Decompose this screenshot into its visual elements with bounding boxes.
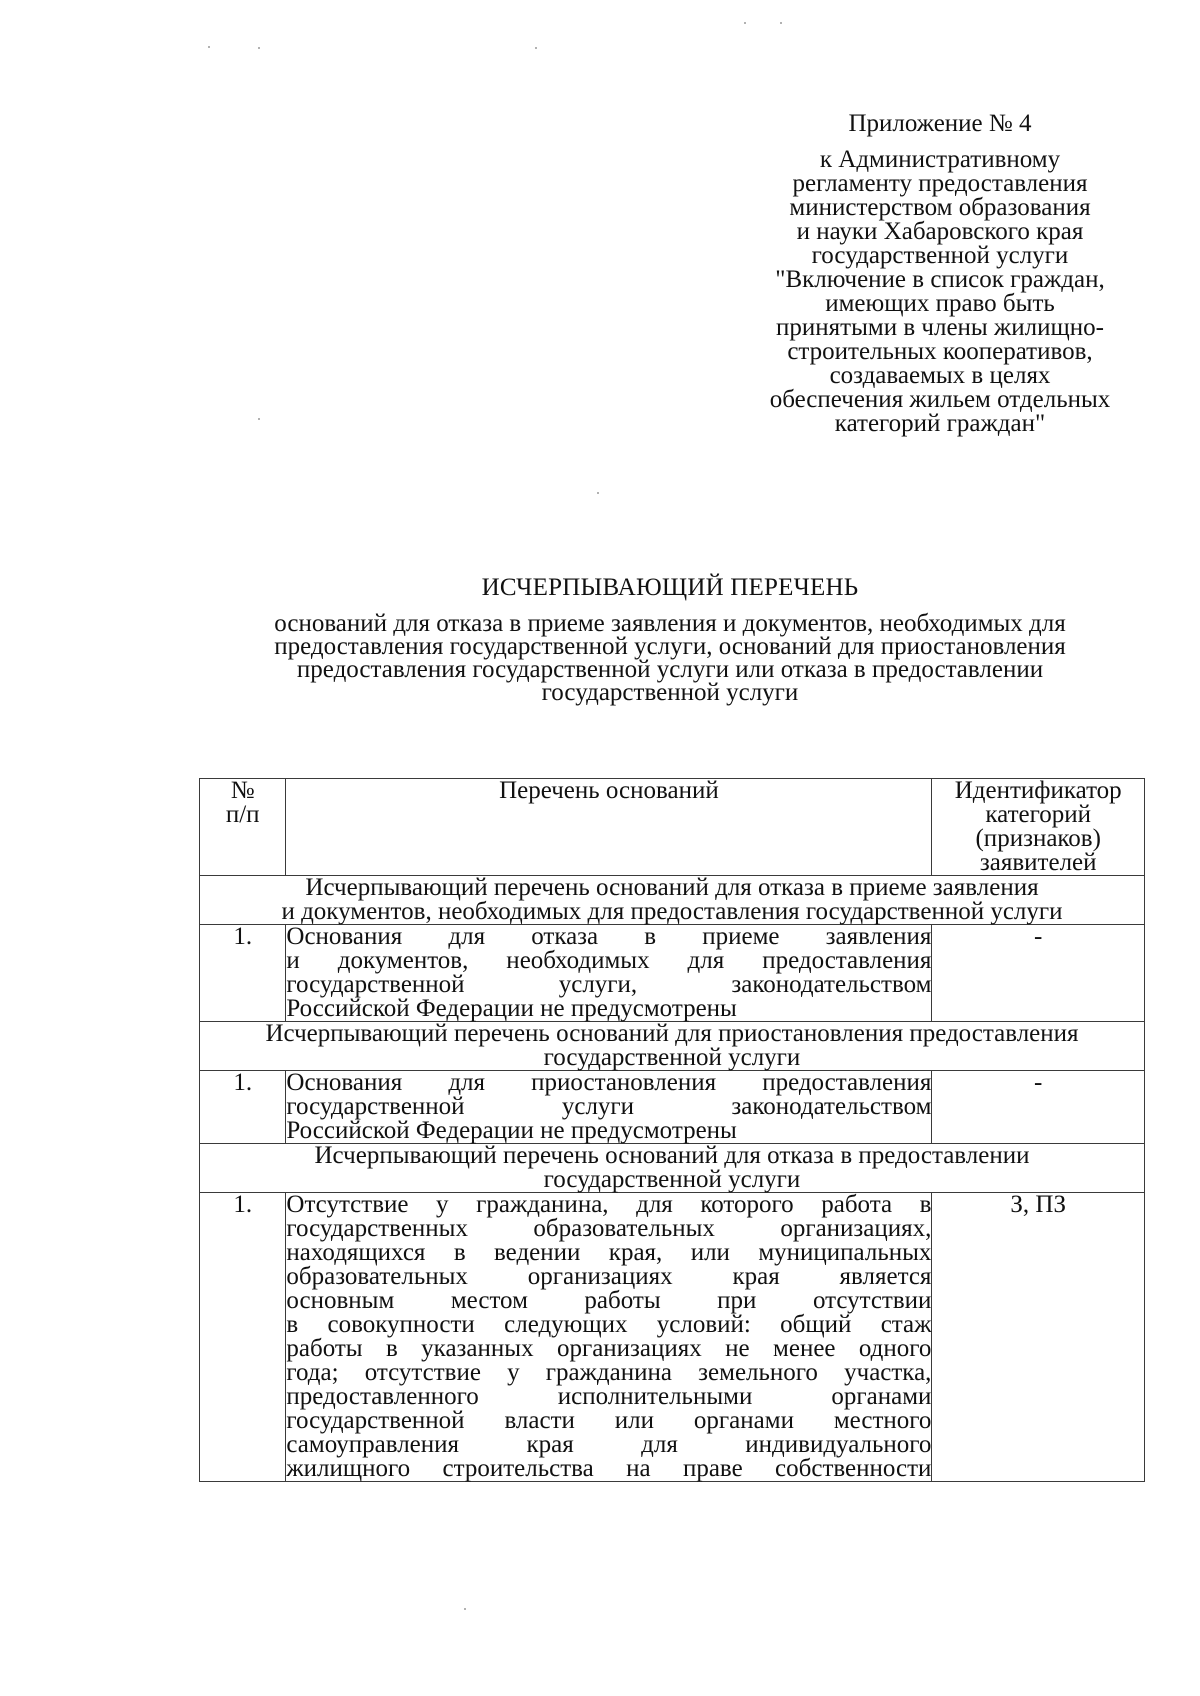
appendix-line: создаваемых в целях [829, 362, 1051, 389]
subtitle-line: государственной услуги [541, 679, 799, 706]
section-heading [200, 1022, 1145, 1071]
scan-speck [258, 418, 260, 420]
row-text-line: государственных образовательных организациях, [286, 1215, 932, 1242]
row-text-line: Основания для приостановления предоставления [286, 1069, 932, 1096]
scan-speck [780, 22, 782, 24]
row-text-line: Российской Федерации не предусмотрены [286, 995, 737, 1022]
section-heading-line: Исчерпывающий перечень оснований для отказа в приеме заявления [305, 874, 1039, 901]
header-num [200, 779, 286, 876]
document-subtitle [160, 612, 1180, 704]
row-number: 1. [200, 1071, 286, 1144]
row-text-line: государственной услуги, законодательством [286, 971, 932, 998]
section-heading-row [200, 876, 1145, 925]
row-identifier: З, ПЗ [932, 1193, 1145, 1482]
row-text-line: государственной услуги законодательством [286, 1093, 932, 1120]
table-row [200, 925, 1145, 1022]
row-text [286, 925, 932, 1022]
scan-speck [258, 47, 260, 49]
scan-speck [464, 1608, 466, 1610]
appendix-line: государственной услуги [811, 242, 1069, 269]
row-text-line: в совокупности следующих условий: общий стаж [286, 1311, 932, 1338]
scan-speck [208, 46, 210, 48]
header-grounds: Перечень оснований [286, 779, 932, 876]
header-id-line: Идентификатор [954, 777, 1122, 804]
appendix-line: "Включение в список граждан, [775, 266, 1105, 293]
appendix-block [740, 112, 1140, 436]
row-text-line: предоставленного исполнительными органами [286, 1383, 932, 1410]
section-heading [200, 876, 1145, 925]
row-text-line: Основания для отказа в приеме заявления [286, 923, 932, 950]
header-id-line: категорий [985, 801, 1092, 828]
appendix-line: категорий граждан" [834, 410, 1046, 437]
appendix-line: к Административному [819, 146, 1061, 173]
header-id-line: заявителей [979, 849, 1097, 876]
section-heading-line: и документов, необходимых для предоставления государственной услуги [281, 898, 1063, 925]
scan-speck [744, 22, 746, 24]
subtitle-line: предоставления государственной услуги, оснований для приостановления [274, 633, 1066, 660]
row-text-line: государственной власти или органами местного [286, 1407, 932, 1434]
row-text-line: года; отсутствие у гражданина земельного участка, [286, 1359, 932, 1386]
section-heading-line: государственной услуги [543, 1044, 801, 1071]
row-text-line: и документов, необходимых для предоставления [286, 947, 932, 974]
grounds-table [199, 778, 1145, 1482]
appendix-line: и науки Хабаровского края [796, 218, 1084, 245]
document-title: ИСЧЕРПЫВАЮЩИЙ ПЕРЕЧЕНЬ [481, 574, 859, 601]
row-text [286, 1193, 932, 1482]
row-text [286, 1071, 932, 1144]
row-text-line: Российской Федерации не предусмотрены [286, 1117, 737, 1144]
section-heading-row [200, 1022, 1145, 1071]
section-heading-line: Исчерпывающий перечень оснований для приостановления предоставления [265, 1020, 1079, 1047]
row-identifier: - [932, 1071, 1145, 1144]
row-text-line: самоуправления края для индивидуального [286, 1431, 932, 1458]
row-text-line: находящихся в ведении края, или муниципальных [286, 1239, 932, 1266]
appendix-line: министерством образования [789, 194, 1091, 221]
scan-speck [597, 492, 599, 494]
section-heading-line: Исчерпывающий перечень оснований для отказа в предоставлении [314, 1142, 1030, 1169]
appendix-line: строительных кооперативов, [787, 338, 1093, 365]
section-heading-line: государственной услуги [543, 1166, 801, 1193]
header-id-line: (признаков) [975, 825, 1101, 852]
row-number: 1. [200, 1193, 286, 1482]
header-identifier [932, 779, 1145, 876]
row-text-line: жилищного строительства на праве собственности [286, 1455, 932, 1482]
row-text-line: Отсутствие у гражданина, для которого работа в [286, 1191, 932, 1218]
section-heading [200, 1144, 1145, 1193]
table-row [200, 1193, 1145, 1482]
appendix-line: принятыми в члены жилищно- [776, 314, 1104, 341]
scan-speck [535, 47, 537, 49]
row-text-line: основным местом работы при отсутствии [286, 1287, 932, 1314]
header-num-line: п/п [225, 801, 260, 828]
appendix-title: Приложение № 4 [848, 110, 1032, 137]
appendix-line: регламенту предоставления [792, 170, 1088, 197]
subtitle-line: предоставления государственной услуги или отказа в предоставлении [296, 656, 1044, 683]
header-num-line: № [230, 777, 255, 804]
section-heading-row [200, 1144, 1145, 1193]
table-row [200, 1071, 1145, 1144]
subtitle-line: оснований для отказа в приеме заявления и документов, необходимых для [274, 610, 1066, 637]
appendix-line: обеспечения жильем отдельных [769, 386, 1111, 413]
row-text-line: образовательных организациях края является [286, 1263, 932, 1290]
row-identifier: - [932, 925, 1145, 1022]
row-text-line: работы в указанных организациях не менее одного [286, 1335, 932, 1362]
table-header-row [200, 779, 1145, 876]
appendix-line: имеющих право быть [825, 290, 1055, 317]
row-number: 1. [200, 925, 286, 1022]
